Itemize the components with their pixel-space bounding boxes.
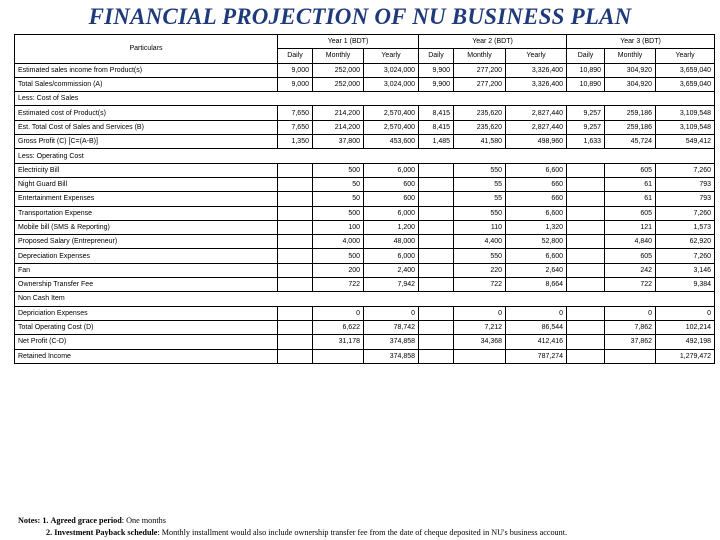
value-cell: 0: [605, 306, 656, 320]
note-2-text: : Monthly installment would also include ownership transfer fee from the date of cheque deposited in NU's business account.: [157, 527, 568, 537]
value-cell: [567, 177, 605, 191]
row-label: Total Operating Cost (D): [15, 320, 278, 334]
row-label: Night Guard Bill: [15, 177, 278, 191]
value-cell: 10,890: [567, 77, 605, 91]
value-cell: 242: [605, 263, 656, 277]
table-row: [15, 192, 715, 206]
section-label: Less: Cost of Sales: [15, 92, 715, 106]
col-daily-y3: Daily: [567, 49, 605, 63]
row-label: Fan: [15, 263, 278, 277]
value-cell: [567, 320, 605, 334]
col-monthly-y1: Monthly: [313, 49, 364, 63]
value-cell: 7,942: [364, 278, 419, 292]
value-cell: 500: [313, 163, 364, 177]
col-daily-y1: Daily: [278, 49, 313, 63]
row-label: Estimated cost of Product(s): [15, 106, 278, 120]
value-cell: 6,600: [506, 249, 567, 263]
value-cell: 259,186: [605, 120, 656, 134]
value-cell: 61: [605, 192, 656, 206]
value-cell: 62,920: [656, 235, 715, 249]
row-label: Est. Total Cost of Sales and Services (B): [15, 120, 278, 134]
value-cell: 3,659,040: [656, 77, 715, 91]
value-cell: 605: [605, 163, 656, 177]
note-2: [18, 527, 567, 539]
value-cell: 1,320: [506, 220, 567, 234]
col-monthly-y2: Monthly: [454, 49, 506, 63]
value-cell: 374,858: [364, 349, 419, 363]
value-cell: 6,000: [364, 249, 419, 263]
value-cell: [419, 335, 454, 349]
value-cell: 200: [313, 263, 364, 277]
value-cell: 252,000: [313, 63, 364, 77]
value-cell: [278, 349, 313, 363]
value-cell: [278, 206, 313, 220]
value-cell: [278, 306, 313, 320]
row-label: Depreciation Expenses: [15, 249, 278, 263]
value-cell: 259,186: [605, 106, 656, 120]
value-cell: 453,600: [364, 135, 419, 149]
value-cell: 2,640: [506, 263, 567, 277]
value-cell: [278, 249, 313, 263]
value-cell: [419, 320, 454, 334]
value-cell: [454, 349, 506, 363]
row-label: Total Sales/commission (A): [15, 77, 278, 91]
value-cell: 2,827,440: [506, 120, 567, 134]
value-cell: 4,840: [605, 235, 656, 249]
header-row-years: [15, 35, 715, 49]
year-2-header: Year 2 (BDT): [419, 35, 567, 49]
note-1-text: : One months: [121, 516, 166, 525]
row-label: Estimated sales income from Product(s): [15, 63, 278, 77]
value-cell: 8,664: [506, 278, 567, 292]
value-cell: [567, 163, 605, 177]
table-row: [15, 77, 715, 91]
value-cell: 1,573: [656, 220, 715, 234]
table-row: [15, 163, 715, 177]
value-cell: [419, 306, 454, 320]
table-row: [15, 206, 715, 220]
value-cell: 34,368: [454, 335, 506, 349]
value-cell: 8,415: [419, 120, 454, 134]
section-row: [15, 92, 715, 106]
value-cell: 4,400: [454, 235, 506, 249]
value-cell: 549,412: [656, 135, 715, 149]
value-cell: 9,900: [419, 63, 454, 77]
value-cell: 3,109,548: [656, 106, 715, 120]
value-cell: 2,827,440: [506, 106, 567, 120]
value-cell: 605: [605, 249, 656, 263]
value-cell: 31,178: [313, 335, 364, 349]
row-label: Entertainment Expenses: [15, 192, 278, 206]
note-2-heading: Investment Payback schedule: [54, 527, 158, 537]
value-cell: 102,214: [656, 320, 715, 334]
value-cell: 52,800: [506, 235, 567, 249]
value-cell: 550: [454, 163, 506, 177]
value-cell: [567, 335, 605, 349]
value-cell: 600: [364, 177, 419, 191]
value-cell: 304,920: [605, 63, 656, 77]
value-cell: 235,620: [454, 120, 506, 134]
table-row: [15, 335, 715, 349]
note-1-heading: Agreed grace period: [50, 516, 122, 525]
table-row: [15, 278, 715, 292]
row-label: Gross Profit (C) [C=(A-B)]: [15, 135, 278, 149]
particulars-header: Particulars: [15, 35, 278, 64]
value-cell: [278, 278, 313, 292]
value-cell: 2,570,400: [364, 106, 419, 120]
value-cell: 550: [454, 249, 506, 263]
value-cell: 660: [506, 192, 567, 206]
notes: [18, 515, 567, 538]
table-row: [15, 349, 715, 363]
value-cell: [419, 177, 454, 191]
value-cell: 3,109,548: [656, 120, 715, 134]
value-cell: [567, 192, 605, 206]
value-cell: [567, 263, 605, 277]
value-cell: 37,800: [313, 135, 364, 149]
table-row: [15, 106, 715, 120]
value-cell: [419, 278, 454, 292]
value-cell: 3,024,000: [364, 77, 419, 91]
value-cell: 7,260: [656, 249, 715, 263]
note-1: [18, 515, 567, 527]
value-cell: 6,000: [364, 163, 419, 177]
value-cell: [419, 206, 454, 220]
value-cell: 412,416: [506, 335, 567, 349]
value-cell: 214,200: [313, 106, 364, 120]
note-1-number: 1.: [42, 516, 49, 525]
value-cell: 1,485: [419, 135, 454, 149]
value-cell: 277,200: [454, 63, 506, 77]
value-cell: 3,024,000: [364, 63, 419, 77]
row-label: Proposed Salary (Entrepreneur): [15, 235, 278, 249]
value-cell: [278, 263, 313, 277]
value-cell: [278, 192, 313, 206]
value-cell: 9,257: [567, 106, 605, 120]
value-cell: [605, 349, 656, 363]
value-cell: 7,650: [278, 106, 313, 120]
value-cell: 6,622: [313, 320, 364, 334]
col-yearly-y1: Yearly: [364, 49, 419, 63]
table-row: [15, 306, 715, 320]
value-cell: 7,650: [278, 120, 313, 134]
col-monthly-y3: Monthly: [605, 49, 656, 63]
value-cell: [278, 320, 313, 334]
value-cell: 7,212: [454, 320, 506, 334]
value-cell: [278, 235, 313, 249]
value-cell: 100: [313, 220, 364, 234]
value-cell: 0: [656, 306, 715, 320]
value-cell: 4,000: [313, 235, 364, 249]
value-cell: 3,659,040: [656, 63, 715, 77]
table-row: [15, 135, 715, 149]
value-cell: 78,742: [364, 320, 419, 334]
value-cell: 110: [454, 220, 506, 234]
value-cell: 50: [313, 177, 364, 191]
value-cell: 7,260: [656, 206, 715, 220]
table-row: [15, 120, 715, 134]
row-label: Electricity Bill: [15, 163, 278, 177]
value-cell: [567, 235, 605, 249]
value-cell: 500: [313, 206, 364, 220]
value-cell: 1,350: [278, 135, 313, 149]
value-cell: 48,000: [364, 235, 419, 249]
value-cell: 45,724: [605, 135, 656, 149]
row-label: Depriciation Expenses: [15, 306, 278, 320]
value-cell: 498,960: [506, 135, 567, 149]
value-cell: [419, 220, 454, 234]
value-cell: 2,570,400: [364, 120, 419, 134]
value-cell: 121: [605, 220, 656, 234]
value-cell: 7,862: [605, 320, 656, 334]
value-cell: 6,600: [506, 206, 567, 220]
value-cell: [278, 163, 313, 177]
value-cell: 277,200: [454, 77, 506, 91]
value-cell: 10,890: [567, 63, 605, 77]
col-yearly-y2: Yearly: [506, 49, 567, 63]
value-cell: 1,633: [567, 135, 605, 149]
value-cell: 235,620: [454, 106, 506, 120]
table-body: [15, 63, 715, 363]
value-cell: [567, 249, 605, 263]
value-cell: 722: [605, 278, 656, 292]
value-cell: 492,198: [656, 335, 715, 349]
value-cell: [567, 349, 605, 363]
table-row: [15, 320, 715, 334]
value-cell: 1,200: [364, 220, 419, 234]
table-row: [15, 235, 715, 249]
col-daily-y2: Daily: [419, 49, 454, 63]
value-cell: [278, 220, 313, 234]
value-cell: 9,900: [419, 77, 454, 91]
value-cell: 252,000: [313, 77, 364, 91]
value-cell: [567, 306, 605, 320]
value-cell: 722: [313, 278, 364, 292]
table-row: [15, 263, 715, 277]
value-cell: 3,326,400: [506, 63, 567, 77]
value-cell: [567, 206, 605, 220]
value-cell: 374,858: [364, 335, 419, 349]
value-cell: [313, 349, 364, 363]
row-label: Mobile bill (SMS & Reporting): [15, 220, 278, 234]
value-cell: [419, 163, 454, 177]
section-label: Less: Operating Cost: [15, 149, 715, 163]
value-cell: 50: [313, 192, 364, 206]
value-cell: [419, 192, 454, 206]
value-cell: 37,862: [605, 335, 656, 349]
value-cell: 86,544: [506, 320, 567, 334]
notes-prefix: Notes:: [18, 516, 41, 525]
value-cell: 0: [313, 306, 364, 320]
row-label: Net Profit (C-D): [15, 335, 278, 349]
row-label: Ownership Transfer Fee: [15, 278, 278, 292]
value-cell: 793: [656, 177, 715, 191]
value-cell: 55: [454, 177, 506, 191]
value-cell: [419, 263, 454, 277]
financial-projection-table: [14, 34, 715, 364]
value-cell: 220: [454, 263, 506, 277]
value-cell: 6,000: [364, 206, 419, 220]
year-1-header: Year 1 (BDT): [278, 35, 419, 49]
row-label: Transportation Expense: [15, 206, 278, 220]
value-cell: 0: [364, 306, 419, 320]
value-cell: [567, 278, 605, 292]
value-cell: 600: [364, 192, 419, 206]
value-cell: 41,580: [454, 135, 506, 149]
value-cell: 8,415: [419, 106, 454, 120]
value-cell: 9,257: [567, 120, 605, 134]
table-row: [15, 63, 715, 77]
value-cell: 793: [656, 192, 715, 206]
value-cell: [419, 249, 454, 263]
value-cell: 722: [454, 278, 506, 292]
value-cell: 6,600: [506, 163, 567, 177]
year-3-header: Year 3 (BDT): [567, 35, 715, 49]
value-cell: 500: [313, 249, 364, 263]
value-cell: 3,326,400: [506, 77, 567, 91]
value-cell: 3,146: [656, 263, 715, 277]
value-cell: 61: [605, 177, 656, 191]
value-cell: 0: [454, 306, 506, 320]
value-cell: 9,000: [278, 77, 313, 91]
value-cell: [419, 349, 454, 363]
value-cell: 214,200: [313, 120, 364, 134]
row-label: Retained Income: [15, 349, 278, 363]
value-cell: 304,920: [605, 77, 656, 91]
value-cell: [278, 335, 313, 349]
section-label: Non Cash Item: [15, 292, 715, 306]
value-cell: 1,279,472: [656, 349, 715, 363]
value-cell: 2,400: [364, 263, 419, 277]
value-cell: 9,000: [278, 63, 313, 77]
page-title: FINANCIAL PROJECTION OF NU BUSINESS PLAN: [88, 4, 632, 29]
section-row: [15, 292, 715, 306]
value-cell: 660: [506, 177, 567, 191]
value-cell: 7,260: [656, 163, 715, 177]
value-cell: 0: [506, 306, 567, 320]
value-cell: 550: [454, 206, 506, 220]
value-cell: 9,384: [656, 278, 715, 292]
value-cell: [278, 177, 313, 191]
value-cell: [419, 235, 454, 249]
table-row: [15, 220, 715, 234]
col-yearly-y3: Yearly: [656, 49, 715, 63]
note-2-number: 2.: [46, 527, 53, 537]
table-row: [15, 177, 715, 191]
value-cell: 787,274: [506, 349, 567, 363]
value-cell: [567, 220, 605, 234]
value-cell: 605: [605, 206, 656, 220]
value-cell: 55: [454, 192, 506, 206]
table-row: [15, 249, 715, 263]
section-row: [15, 149, 715, 163]
